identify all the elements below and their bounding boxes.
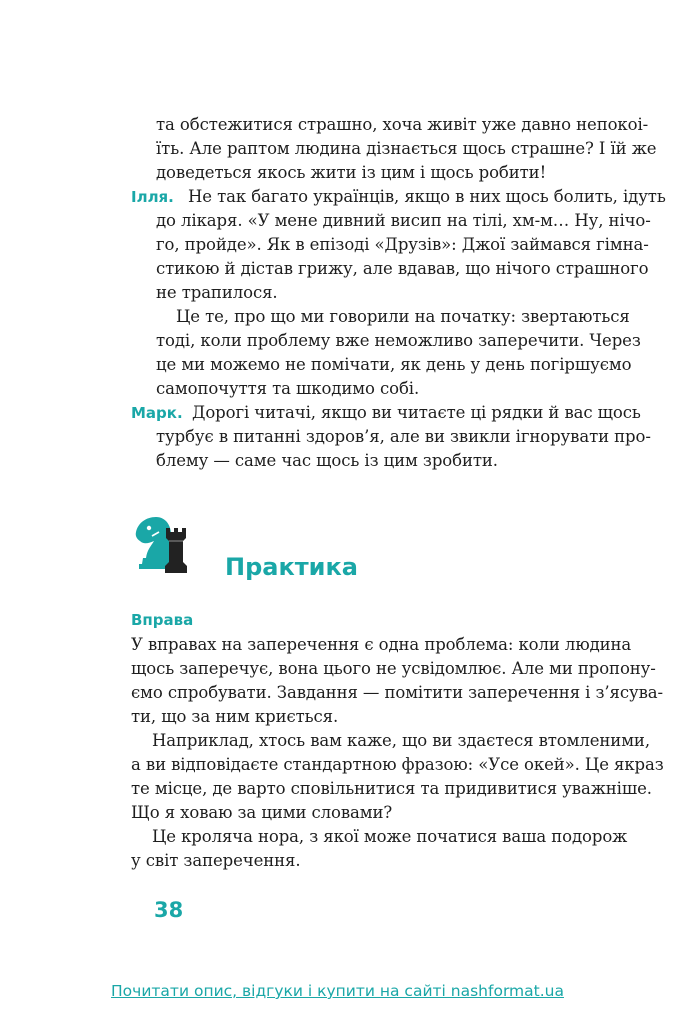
body-line: а ви відповідаєте стандартною фразою: «Усе окей». Це якраз: [131, 755, 664, 774]
body-line: стикою й дістав грижу, але вдавав, що нічого страшного: [156, 259, 649, 278]
body-line: Це те, про що ми говорили на початку: звертаються: [176, 307, 630, 326]
body-line: у світ заперечення.: [131, 851, 301, 870]
speaker-name-mark: Марк.: [131, 404, 183, 422]
body-line: те місце, де варто сповільнитися та придивитися уважніше.: [131, 779, 652, 798]
body-line: доведеться якось жити із цим і щось робити!: [156, 163, 547, 182]
exercise-heading: Вправа: [131, 611, 194, 629]
body-line: У вправах на заперечення є одна проблема: коли людина: [131, 635, 632, 654]
body-line: ти, що за ним криється.: [131, 707, 339, 726]
body-line: турбує в питанні здоров’я, але ви звикли ігнорувати про-: [156, 427, 651, 446]
page-number: 38: [154, 898, 184, 922]
footer-store-link[interactable]: Почитати опис, відгуки і купити на сайті nashformat.ua: [111, 982, 564, 1000]
speaker-name-illia: Ілля.: [131, 188, 174, 206]
body-line: до лікаря. «У мене дивний висип на тілі, хм-м… Ну, нічо-: [156, 211, 651, 230]
body-line: це ми можемо не помічати, як день у день погіршуємо: [156, 355, 632, 374]
body-line: та обстежитися страшно, хоча живіт уже давно непокоі-: [156, 115, 649, 134]
body-line: Дорогі читачі, якщо ви читаєте ці рядки й вас щось: [192, 403, 641, 422]
body-line: Що я ховаю за цими словами?: [131, 803, 393, 822]
section-title: Практика: [225, 553, 358, 581]
chess-knight-rook-icon: [132, 514, 192, 576]
body-line: блему — саме час щось із цим зробити.: [156, 451, 498, 470]
body-line: тоді, коли проблему вже неможливо заперечити. Через: [156, 331, 641, 350]
body-line: Це кроляча нора, з якої може початися ваша подорож: [152, 827, 628, 846]
body-line: Не так багато українців, якщо в них щось болить, ідуть: [188, 187, 666, 206]
body-line: самопочуття та шкодимо собі.: [156, 379, 420, 398]
body-line: ємо спробувати. Завдання — помітити заперечення і з’ясува-: [131, 683, 663, 702]
body-line: щось заперечує, вона цього не усвідомлює. Але ми пропону-: [131, 659, 656, 678]
body-line: не трапилося.: [156, 283, 278, 302]
body-line: го, пройде». Як в епізоді «Друзів»: Джої займався гімна-: [156, 235, 649, 254]
body-line: Наприклад, хтось вам каже, що ви здаєтеся втомленими,: [152, 731, 650, 750]
body-line: їть. Але раптом людина дізнається щось страшне? І їй же: [156, 139, 657, 158]
